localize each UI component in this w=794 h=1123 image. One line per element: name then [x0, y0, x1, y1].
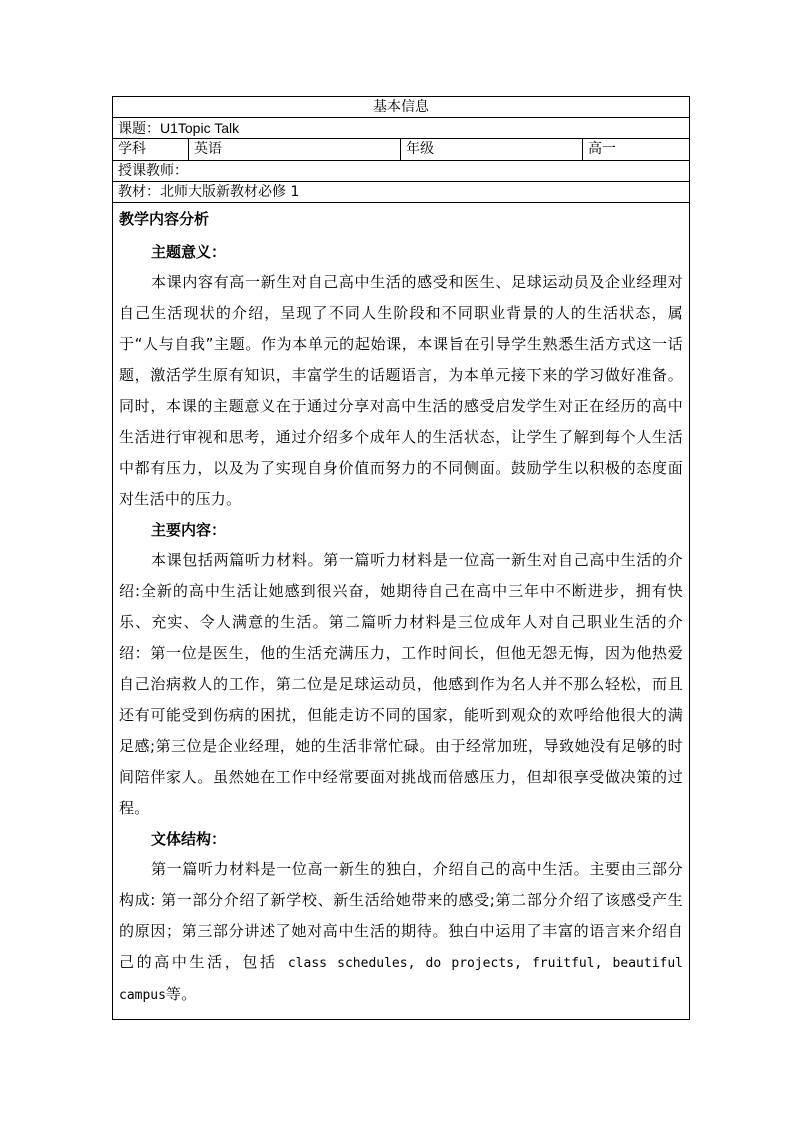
topic-row	[113, 118, 689, 139]
grade-label: 年级	[400, 139, 582, 160]
main-content-paragraph: 本课包括两篇听力材料。第一篇听力材料是一位高一新生对自己高中生活的介绍:全新的高中生活让她感到很兴奋，她期待自己在高中三年中不断进步，拥有快乐、充实、令人满意的生活。第二篇听力材料是三位成年人对自己职业生活的介绍：第一位是医生，他的生活充满压力，工作时间长，但他无怨无悔，因为他热爱自己治病救人的工作，第二位是足球运动员，他感到作为名人并不那么轻松，而且还有可能受到伤病的困扰，但能走访不同的国家，能听到观众的欢呼给他很大的满足感;第三位是企业经理，她的生活非常忙碌。由于经常加班，导致她没有足够的时间陪伴家人。虽然她在工作中经常要面对挑战而倍感压力，但却很享受做决策的过程。	[119, 551, 683, 817]
subject-grade-row	[113, 139, 689, 161]
structure-text-end: 等。	[165, 985, 197, 1003]
table-header: 基本信息	[373, 99, 429, 115]
content-analysis-cell	[113, 203, 689, 1019]
textbook-row	[113, 182, 689, 203]
structure-text: 第一篇听力材料是一位高一新生的独白，介绍自己的高中生活。主要由三部分构成: 第一部分介绍了新学校、新生活给她带来的感受;第二部分介绍了该感受产生的原因；第三部分讲述了她对高中生活的期待。独白中运用了丰富的语言来介绍自己的高中生活，包括	[119, 860, 683, 971]
teacher-row	[113, 161, 689, 182]
structure-heading: 文体结构：	[151, 830, 227, 848]
theme-paragraph: 本课内容有高一新生对自己高中生活的感受和医生、足球运动员及企业经理对自己生活现状的介绍，呈现了不同人生阶段和不同职业背景的人的生活状态，属于“人与自我”主题。作为本单元的起始课，本课旨在引导学生熟悉生活方式这一话题，激活学生原有知识，丰富学生的话题语言，为本单元接下来的学习做好准备。同时，本课的主题意义在于通过分享对高中生活的感受启发学生对正在经历的高中生活进行审视和思考，通过介绍多个成年人的生活状态，让学生了解到每个人生活中都有压力，以及为了实现自身价值而努力的不同侧面。鼓励学生以积极的态度面对生活中的压力。	[119, 273, 683, 508]
section-title: 教学内容分析	[119, 210, 210, 228]
basic-info-table	[112, 96, 690, 1020]
teacher-label: 授课教师：	[118, 163, 188, 179]
structure-paragraph	[119, 854, 683, 1011]
main-content-heading: 主要内容：	[151, 521, 227, 539]
textbook-label: 教材：北师大版新教材必修 1	[118, 184, 300, 200]
grade-value: 高一	[582, 139, 689, 160]
topic-label: 课题：U1Topic Talk	[118, 120, 240, 136]
theme-heading: 主题意义：	[151, 243, 227, 261]
table-header-row	[113, 97, 689, 118]
structure-english-terms: class schedules, do projects, fruitful, beautiful campus	[119, 956, 684, 1003]
subject-label: 学科	[118, 141, 146, 157]
subject-value: 英语	[188, 139, 400, 160]
